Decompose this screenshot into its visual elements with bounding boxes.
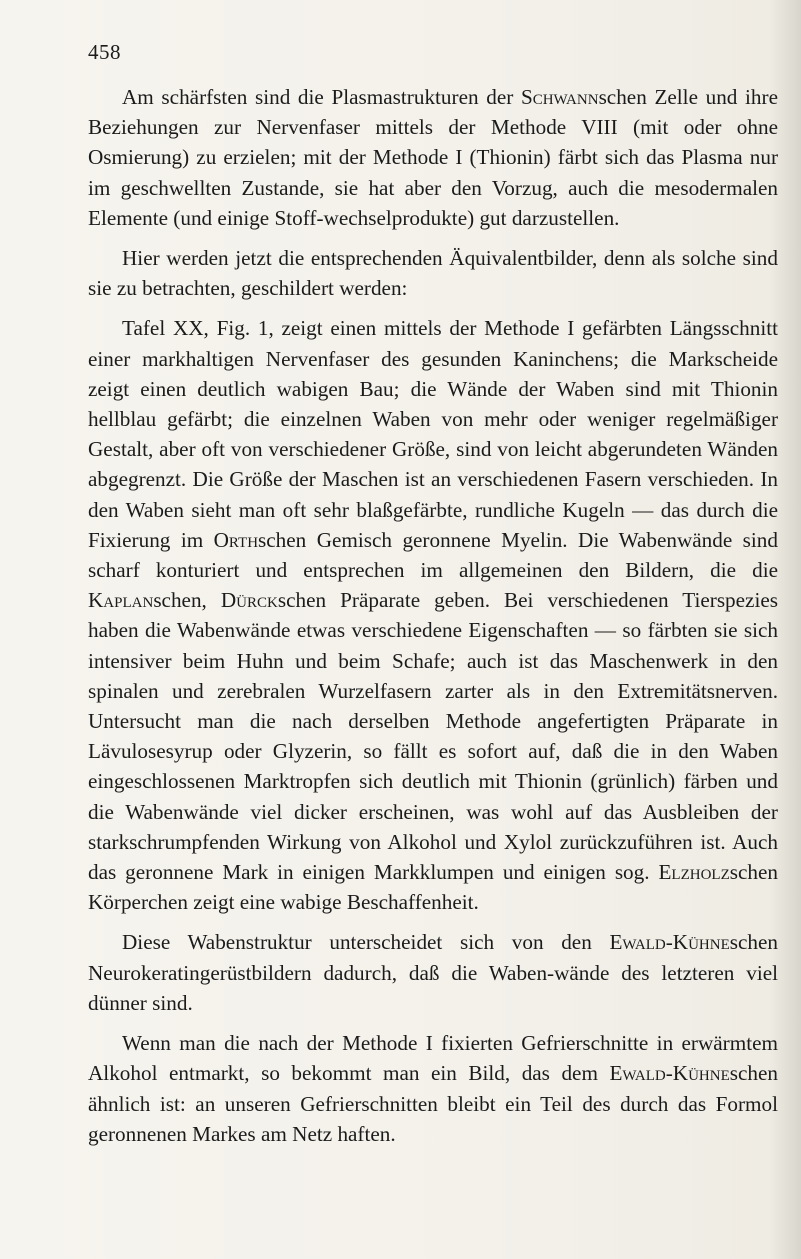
- paragraph: [88, 927, 778, 1018]
- text-run: schen Präparate geben. Bei verschiedenen Tierspezies haben die Wabenwände etwas verschiedene Eigenschaften — so färbten sie sich intensiver beim Huhn und beim Schafe; auch ist das Maschenwerk in den spinalen und zerebralen Wurzelfasern zarter als in den Extremitätsnerven. Untersucht man die nach derselben Methode angefertigten Präparate in Lävulosesyrup oder Glyzerin, so fällt es sofort auf, daß die in den Waben eingeschlossenen Marktropfen sich deutlich mit Thionin (grünlich) färben und die Wabenwände viel dicker erscheinen, was wohl auf das Ausbleiben der starkschrumpfenden Wirkung von Alkohol und Xylol zurückzuführen ist. Auch das geronnene Mark in einigen Markklumpen und einigen sog.: [88, 588, 778, 885]
- text-run: schen Gemisch geronnene Myelin. Die Wabenwände sind scharf konturiert und entsprechen im allgemeinen den Bildern, die die: [88, 527, 778, 583]
- text-run: schen Körperchen zeigt eine wabige Beschaffenheit.: [88, 860, 778, 915]
- text-run: schen,: [153, 588, 221, 613]
- text-run: Wenn man die nach der Methode I fixierten Gefrierschnitte in erwärmtem Alkohol entmarkt, so bekommt man ein Bild, das dem: [88, 1031, 778, 1086]
- paragraph: [88, 313, 778, 917]
- body-text: [88, 82, 778, 1159]
- text-run: schen Neurokeratingerüstbildern dadurch, daß die Waben-wände des letzteren viel dünner sind.: [88, 930, 778, 1015]
- page-number: 458: [88, 40, 121, 64]
- paragraph: [88, 1028, 778, 1149]
- text-run: Diese Wabenstruktur unterscheidet sich von den: [122, 930, 610, 955]
- text-run: schen Zelle und ihre Beziehungen zur Nervenfaser mittels der Methode VIII (mit oder ohne Osmierung) zu erzielen; mit der Methode I (Thionin) färbt sich das Plasma nur im geschwellten Zustande, sie hat aber den Vorzug, auch die mesodermalen Elemente (und einige Stoff-wechselprodukte) gut darzustellen.: [88, 85, 778, 230]
- text-run: schen ähnlich ist: an unseren Gefrierschnitten bleibt ein Teil des durch das Formol geronnenen Markes am Netz haften.: [88, 1061, 778, 1146]
- author-name: Kaplan: [88, 588, 154, 613]
- text-run: Tafel XX, Fig. 1, zeigt einen mittels der Methode I gefärbten Längsschnitt einer markhaltigen Nervenfaser des gesunden Kaninchens; die Markscheide zeigt einen deutlich wabigen Bau; die Wände der Waben sind mit Thionin hellblau gefärbt; die einzelnen Waben von mehr oder weniger regelmäßiger Gestalt, aber oft von verschiedener Größe, sind von leicht abgerundeten Wänden abgegrenzt. Die Größe der Maschen ist an verschiedenen Fasern verschieden. In den Waben sieht man oft sehr blaßgefärbte, rundliche Kugeln — das durch die Fixierung im: [88, 316, 778, 552]
- text-run: Hier werden jetzt die entsprechenden Äquivalentbilder, denn als solche sind sie zu betrachten, geschildert werden:: [88, 246, 778, 301]
- paragraph: [88, 82, 778, 233]
- author-name: Ewald-Kühne: [609, 1061, 730, 1086]
- paragraph: [88, 243, 778, 303]
- author-name: Schwann: [520, 85, 599, 109]
- author-name: Ewald-Kühne: [609, 930, 730, 955]
- author-name: Orth: [213, 527, 259, 552]
- text-run: Am schärfsten sind die Plasmastrukturen der: [122, 85, 521, 109]
- author-name: Elzholz: [658, 860, 730, 885]
- author-name: Dürck: [220, 588, 278, 613]
